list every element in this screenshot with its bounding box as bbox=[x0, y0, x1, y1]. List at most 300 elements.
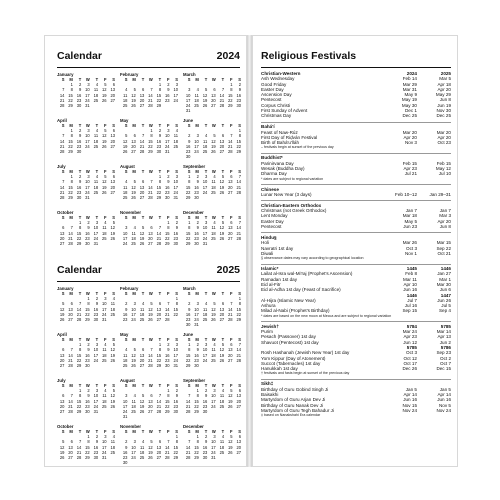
weekday-label: T bbox=[158, 429, 162, 434]
weekday-label: M bbox=[132, 337, 136, 342]
divider bbox=[57, 67, 240, 68]
day-cell: 24 bbox=[122, 408, 128, 414]
week-row bbox=[120, 195, 179, 200]
day-cell: 7 bbox=[221, 87, 225, 93]
day-cell: 2 bbox=[196, 174, 199, 180]
divider bbox=[261, 379, 451, 380]
day-cell: 31 bbox=[194, 322, 199, 328]
day-cell: 2 bbox=[175, 220, 178, 226]
day-cell: 15 bbox=[85, 306, 90, 312]
day-cell: 15 bbox=[68, 138, 73, 144]
day-cell: 27 bbox=[219, 316, 225, 322]
week-row bbox=[57, 409, 116, 414]
day-cell: 20 bbox=[228, 230, 233, 236]
day-cell: 8 bbox=[70, 133, 73, 139]
day-cell: 22 bbox=[173, 449, 178, 455]
day-cell: 4 bbox=[133, 393, 136, 399]
day-cell: 2 bbox=[95, 434, 99, 440]
day-cell: 12 bbox=[59, 444, 65, 450]
day-cell: 6 bbox=[70, 439, 73, 445]
day-cell: 29 bbox=[68, 148, 73, 154]
day-cell: 13 bbox=[110, 179, 115, 185]
day-cell: 25 bbox=[139, 454, 145, 460]
weekday-label: M bbox=[69, 291, 73, 296]
day-cell: 9 bbox=[95, 301, 99, 307]
month-name: June bbox=[183, 332, 194, 337]
day-cell: 15 bbox=[156, 352, 162, 358]
footnote: § observance dates may vary according to geographical location bbox=[261, 256, 364, 261]
day-cell: 2 bbox=[205, 434, 208, 440]
date-2025: Oct 23 bbox=[437, 140, 451, 146]
day-cell: 10 bbox=[102, 301, 107, 307]
festival-row bbox=[261, 192, 451, 197]
day-cell: 11 bbox=[219, 439, 225, 445]
weekday-label: S bbox=[124, 123, 128, 128]
festival-name: Christmas (not Greek Orthodox) bbox=[261, 208, 327, 214]
weekday-label: S bbox=[61, 123, 65, 128]
day-cell: 11 bbox=[219, 393, 225, 399]
day-cell: 8 bbox=[167, 225, 170, 231]
month-block bbox=[57, 424, 116, 466]
day-cell: 14 bbox=[139, 138, 145, 144]
day-cell: 5 bbox=[230, 388, 233, 394]
day-cell: 29 bbox=[68, 194, 73, 200]
date-2024: Feb 10–12 bbox=[395, 191, 417, 197]
day-cell: 16 bbox=[76, 138, 82, 144]
day-cell: 7 bbox=[230, 301, 233, 307]
weekday-label: F bbox=[167, 169, 170, 174]
day-cell: 24 bbox=[194, 148, 199, 154]
day-cell: 19 bbox=[110, 230, 115, 236]
day-cell: 15 bbox=[185, 230, 191, 236]
day-cell: 27 bbox=[68, 316, 73, 322]
day-cell: 30 bbox=[173, 408, 178, 414]
weekday-label: S bbox=[61, 169, 65, 174]
day-cell: 7 bbox=[150, 347, 153, 353]
weekday-label: S bbox=[187, 123, 191, 128]
weekday-label: F bbox=[167, 429, 170, 434]
day-cell: 21 bbox=[76, 449, 82, 455]
day-cell: 13 bbox=[156, 306, 162, 312]
date-2025: Jun 8 bbox=[439, 97, 451, 103]
day-cell: 21 bbox=[219, 97, 225, 103]
month-name: July bbox=[57, 164, 66, 169]
day-cell: 6 bbox=[142, 347, 145, 353]
day-cell bbox=[200, 363, 208, 368]
day-cell: 3 bbox=[133, 439, 136, 445]
day-cell bbox=[208, 154, 216, 159]
day-cell: 13 bbox=[219, 138, 225, 144]
day-cell: 23 bbox=[93, 449, 99, 455]
day-cell: 15 bbox=[76, 230, 82, 236]
weekday-label: F bbox=[104, 291, 107, 296]
day-cell: 28 bbox=[236, 189, 241, 195]
day-cell: 15 bbox=[148, 138, 153, 144]
day-cell: 16 bbox=[202, 444, 208, 450]
festival-section bbox=[261, 232, 451, 260]
date-2025: Dec 15 bbox=[436, 366, 451, 372]
day-cell: 12 bbox=[131, 92, 136, 98]
day-cell: 9 bbox=[175, 393, 178, 399]
day-cell: 13 bbox=[59, 352, 65, 358]
day-cell: 29 bbox=[156, 194, 162, 200]
footnote: ‡ based on Nanakshahi Era calendar bbox=[261, 413, 321, 418]
day-cell: 5 bbox=[142, 225, 145, 231]
day-cell: 14 bbox=[59, 138, 65, 144]
weekday-label: S bbox=[175, 291, 178, 296]
day-cell: 22 bbox=[236, 311, 241, 317]
weekday-label: T bbox=[204, 169, 208, 174]
day-cell: 18 bbox=[122, 189, 128, 195]
day-cell: 4 bbox=[205, 133, 208, 139]
day-cell: 21 bbox=[59, 97, 65, 103]
date-2025: Apr 20 bbox=[437, 86, 451, 92]
day-cell: 19 bbox=[110, 352, 115, 358]
day-cell: 22 bbox=[236, 143, 241, 149]
day-cell: 12 bbox=[102, 133, 107, 139]
day-cell bbox=[171, 460, 179, 465]
day-cell: 1 bbox=[188, 342, 191, 348]
day-cell: 21 bbox=[68, 403, 73, 409]
weekday-label: T bbox=[221, 169, 225, 174]
day-cell: 6 bbox=[221, 133, 225, 139]
day-cell: 11 bbox=[123, 184, 128, 190]
weekday-label: T bbox=[204, 337, 208, 342]
date-2025: May 12 bbox=[435, 166, 451, 172]
weekday-label: T bbox=[141, 215, 145, 220]
weekday-label: T bbox=[78, 383, 82, 388]
date-2025: Jan 27 bbox=[437, 271, 451, 277]
day-cell: 10 bbox=[131, 444, 136, 450]
day-cell: 4 bbox=[213, 342, 216, 348]
day-cell: 1 bbox=[238, 128, 241, 134]
day-cell: 21 bbox=[228, 143, 233, 149]
festival-section bbox=[261, 200, 451, 229]
day-cell: 22 bbox=[76, 235, 82, 241]
festival-name: Pentecost bbox=[261, 224, 282, 230]
day-cell: 22 bbox=[85, 311, 90, 317]
day-cell: 6 bbox=[142, 179, 145, 185]
day-cell: 23 bbox=[122, 316, 128, 322]
month-name: August bbox=[120, 164, 135, 169]
day-cell: 2 bbox=[205, 388, 208, 394]
weekday-label: T bbox=[78, 123, 82, 128]
day-cell: 11 bbox=[211, 225, 216, 231]
day-cell bbox=[128, 460, 136, 465]
day-cell: 20 bbox=[110, 184, 115, 190]
day-cell: 7 bbox=[238, 220, 241, 226]
day-cell: 3 bbox=[95, 388, 99, 394]
festival-name: Al-Hijra (Islamic New Year) bbox=[261, 297, 316, 303]
day-cell: 12 bbox=[102, 179, 107, 185]
day-cell: 24 bbox=[93, 357, 99, 363]
day-cell: 10 bbox=[131, 306, 136, 312]
date-2024: Dec 26 bbox=[402, 366, 417, 372]
festival-name: Hanukkah 1st day bbox=[261, 366, 298, 372]
day-cell: 7 bbox=[238, 342, 241, 348]
day-cell: 19 bbox=[211, 311, 216, 317]
day-cell: 15 bbox=[194, 398, 199, 404]
weekday-label: T bbox=[95, 123, 99, 128]
day-cell: 22 bbox=[173, 311, 178, 317]
date-2024: Jul 16 bbox=[404, 303, 417, 309]
day-cell: 14 bbox=[68, 398, 73, 404]
weekday-label: T bbox=[158, 169, 162, 174]
day-cell: 20 bbox=[110, 138, 115, 144]
day-cell: 27 bbox=[110, 143, 115, 149]
festival-name: Lailat al-Isra wal-Mi'raj (Prophet's Ascension) bbox=[261, 271, 353, 277]
day-cell: 28 bbox=[59, 148, 65, 154]
day-cell bbox=[154, 460, 162, 465]
day-cell: 21 bbox=[236, 352, 241, 358]
month-grid bbox=[57, 286, 240, 466]
day-cell: 19 bbox=[148, 311, 153, 317]
day-cell: 29 bbox=[85, 316, 90, 322]
day-cell: 11 bbox=[93, 179, 99, 185]
day-cell: 14 bbox=[148, 352, 153, 358]
festival-name: Feast of Naw-Rúz bbox=[261, 129, 298, 135]
weekday-label: T bbox=[95, 291, 99, 296]
day-cell: 22 bbox=[76, 357, 82, 363]
day-cell: 22 bbox=[194, 403, 199, 409]
date-2025: Jun 2 bbox=[439, 339, 451, 345]
day-cell: 29 bbox=[76, 362, 82, 368]
day-cell: 26 bbox=[59, 454, 65, 460]
day-cell: 10 bbox=[185, 92, 191, 98]
month-name: March bbox=[183, 72, 196, 77]
weekday-label: S bbox=[112, 169, 115, 174]
weekday-label: M bbox=[195, 383, 199, 388]
weekday-label: M bbox=[69, 429, 73, 434]
day-cell: 12 bbox=[59, 306, 65, 312]
day-cell: 20 bbox=[156, 311, 162, 317]
date-2025: 5785 bbox=[440, 323, 451, 329]
day-cell: 28 bbox=[148, 102, 153, 108]
day-cell: 26 bbox=[110, 403, 115, 409]
day-cell: 20 bbox=[156, 449, 162, 455]
day-cell: 12 bbox=[148, 444, 153, 450]
weekday-label: T bbox=[158, 123, 162, 128]
day-cell: 27 bbox=[110, 189, 115, 195]
day-cell: 10 bbox=[211, 439, 216, 445]
footnote: † festivals and fasts begin at sunset of the previous day bbox=[261, 371, 350, 376]
day-cell: 29 bbox=[76, 240, 82, 246]
day-cell: 11 bbox=[93, 133, 99, 139]
weekday-label: M bbox=[132, 169, 136, 174]
weekday-label: W bbox=[211, 383, 216, 388]
day-cell: 23 bbox=[185, 316, 191, 322]
day-cell: 17 bbox=[93, 230, 99, 236]
month-block bbox=[57, 332, 116, 374]
day-cell: 9 bbox=[238, 87, 241, 93]
day-cell: 28 bbox=[165, 454, 170, 460]
day-cell: 19 bbox=[228, 444, 233, 450]
day-cell: 15 bbox=[194, 444, 199, 450]
day-cell bbox=[108, 363, 116, 368]
day-cell: 11 bbox=[140, 306, 145, 312]
weekday-label: S bbox=[61, 383, 65, 388]
day-cell: 21 bbox=[236, 184, 241, 190]
weekday-label: S bbox=[187, 169, 191, 174]
day-cell bbox=[217, 409, 225, 414]
day-cell: 23 bbox=[173, 403, 178, 409]
day-cell: 20 bbox=[59, 357, 65, 363]
day-cell bbox=[217, 108, 225, 113]
day-cell: 6 bbox=[112, 128, 115, 134]
date-2024: Nov 15 bbox=[402, 402, 417, 408]
day-cell: 2 bbox=[79, 174, 82, 180]
weekday-label: S bbox=[112, 77, 115, 82]
day-cell: 8 bbox=[87, 301, 90, 307]
day-cell: 3 bbox=[213, 434, 216, 440]
weekday-label: F bbox=[167, 77, 170, 82]
divider bbox=[57, 281, 240, 282]
weekday-label: T bbox=[78, 429, 82, 434]
day-cell: 11 bbox=[110, 301, 115, 307]
day-cell: 21 bbox=[59, 143, 65, 149]
weekday-label: S bbox=[238, 429, 241, 434]
day-cell: 24 bbox=[122, 240, 128, 246]
day-cell: 2 bbox=[188, 301, 191, 307]
weekday-label: M bbox=[69, 77, 73, 82]
day-cell: 4 bbox=[221, 434, 225, 440]
day-cell bbox=[137, 414, 145, 419]
day-cell: 25 bbox=[219, 449, 225, 455]
festival-name: Yom Kippur (Day of Atonement) bbox=[261, 355, 326, 361]
day-cell: 1 bbox=[230, 82, 233, 88]
day-cell: 28 bbox=[148, 362, 153, 368]
date-2024: 5784 bbox=[406, 323, 417, 329]
day-cell: 23 bbox=[85, 403, 90, 409]
day-cell: 25 bbox=[110, 449, 115, 455]
day-cell: 21 bbox=[76, 311, 82, 317]
day-cell: 11 bbox=[102, 225, 107, 231]
month-name: September bbox=[183, 378, 206, 383]
week-row bbox=[120, 103, 179, 108]
weekday-label: S bbox=[112, 215, 115, 220]
day-cell: 9 bbox=[167, 179, 170, 185]
festival-name: Pesach (Passover) 1st day bbox=[261, 334, 316, 340]
date-2025: Apr 18 bbox=[437, 81, 451, 87]
month-block bbox=[57, 286, 116, 328]
day-cell: 29 bbox=[148, 148, 153, 154]
day-cell: 12 bbox=[228, 393, 233, 399]
day-cell: 17 bbox=[122, 235, 128, 241]
day-cell: 4 bbox=[133, 225, 136, 231]
month-grid bbox=[57, 72, 240, 252]
day-cell: 1 bbox=[70, 128, 73, 134]
day-cell: 5 bbox=[221, 342, 225, 348]
weekday-label: F bbox=[104, 337, 107, 342]
day-cell bbox=[200, 108, 208, 113]
day-cell: 26 bbox=[219, 189, 225, 195]
day-cell: 4 bbox=[125, 347, 128, 353]
day-cell: 6 bbox=[62, 225, 65, 231]
month-name: September bbox=[183, 164, 206, 169]
day-cell: 23 bbox=[236, 97, 241, 103]
day-cell: 25 bbox=[219, 403, 225, 409]
day-cell: 25 bbox=[211, 235, 216, 241]
day-cell: 11 bbox=[131, 398, 136, 404]
day-cell: 11 bbox=[93, 87, 99, 93]
day-cell: 9 bbox=[205, 439, 208, 445]
festival-name: Holi bbox=[261, 240, 269, 246]
date-2025: Nov 24 bbox=[436, 407, 451, 413]
weekday-label: T bbox=[158, 383, 162, 388]
day-cell: 4 bbox=[221, 388, 225, 394]
day-cell: 31 bbox=[165, 148, 170, 154]
day-cell: 27 bbox=[110, 97, 115, 103]
day-cell bbox=[108, 195, 116, 200]
week-row bbox=[183, 455, 242, 460]
day-cell: 14 bbox=[236, 179, 241, 185]
weekday-label: S bbox=[175, 337, 178, 342]
date-2024: Dec 1 bbox=[404, 108, 417, 114]
day-cell: 10 bbox=[194, 138, 199, 144]
day-cell bbox=[217, 195, 225, 200]
weekday-label: S bbox=[61, 337, 65, 342]
weekday-label: T bbox=[141, 169, 145, 174]
weekday-label: S bbox=[187, 337, 191, 342]
day-cell: 30 bbox=[173, 240, 178, 246]
day-cell: 28 bbox=[59, 102, 65, 108]
day-cell: 10 bbox=[194, 306, 199, 312]
weekday-label: S bbox=[112, 429, 115, 434]
day-cell: 5 bbox=[104, 128, 107, 134]
day-cell: 17 bbox=[122, 403, 128, 409]
day-cell: 13 bbox=[110, 133, 115, 139]
day-cell: 13 bbox=[68, 306, 73, 312]
day-cell: 11 bbox=[110, 439, 115, 445]
month-block bbox=[120, 164, 179, 206]
day-cell bbox=[225, 108, 233, 113]
date-2025: Jul 5 bbox=[441, 303, 451, 309]
day-cell: 1 bbox=[150, 128, 153, 134]
day-cell: 25 bbox=[139, 316, 145, 322]
day-cell bbox=[99, 103, 107, 108]
day-cell: 30 bbox=[194, 240, 199, 246]
day-cell: 18 bbox=[139, 311, 145, 317]
date-2024: May 5 bbox=[404, 218, 417, 224]
divider bbox=[261, 67, 451, 68]
day-cell: 29 bbox=[194, 408, 199, 414]
date-2025: Jun 16 bbox=[437, 397, 451, 403]
weekday-label: W bbox=[148, 383, 153, 388]
day-cell: 8 bbox=[79, 393, 82, 399]
day-cell: 24 bbox=[194, 316, 199, 322]
weekday-label: F bbox=[104, 215, 107, 220]
day-cell: 10 bbox=[85, 179, 90, 185]
day-cell: 15 bbox=[156, 184, 162, 190]
day-cell: 30 bbox=[185, 154, 191, 160]
date-2024: Jul 7 bbox=[407, 297, 417, 303]
weekday-label: W bbox=[148, 215, 153, 220]
day-cell: 15 bbox=[165, 398, 170, 404]
date-2024: Nov 3 bbox=[404, 140, 417, 146]
day-cell: 6 bbox=[133, 133, 136, 139]
footnote: – festivals begin at sunset of the previous day bbox=[261, 145, 334, 150]
day-cell: 24 bbox=[131, 454, 136, 460]
festival-name: Diwali bbox=[261, 250, 274, 256]
day-cell: 8 bbox=[158, 347, 162, 353]
day-cell: 2 bbox=[125, 439, 128, 445]
day-cell: 29 bbox=[156, 102, 162, 108]
date-2024: Jul 21 bbox=[404, 171, 417, 177]
festival-section bbox=[261, 379, 451, 418]
month-block bbox=[183, 210, 242, 252]
day-cell: 9 bbox=[87, 347, 90, 353]
date-2024: Mar 20 bbox=[402, 129, 417, 135]
